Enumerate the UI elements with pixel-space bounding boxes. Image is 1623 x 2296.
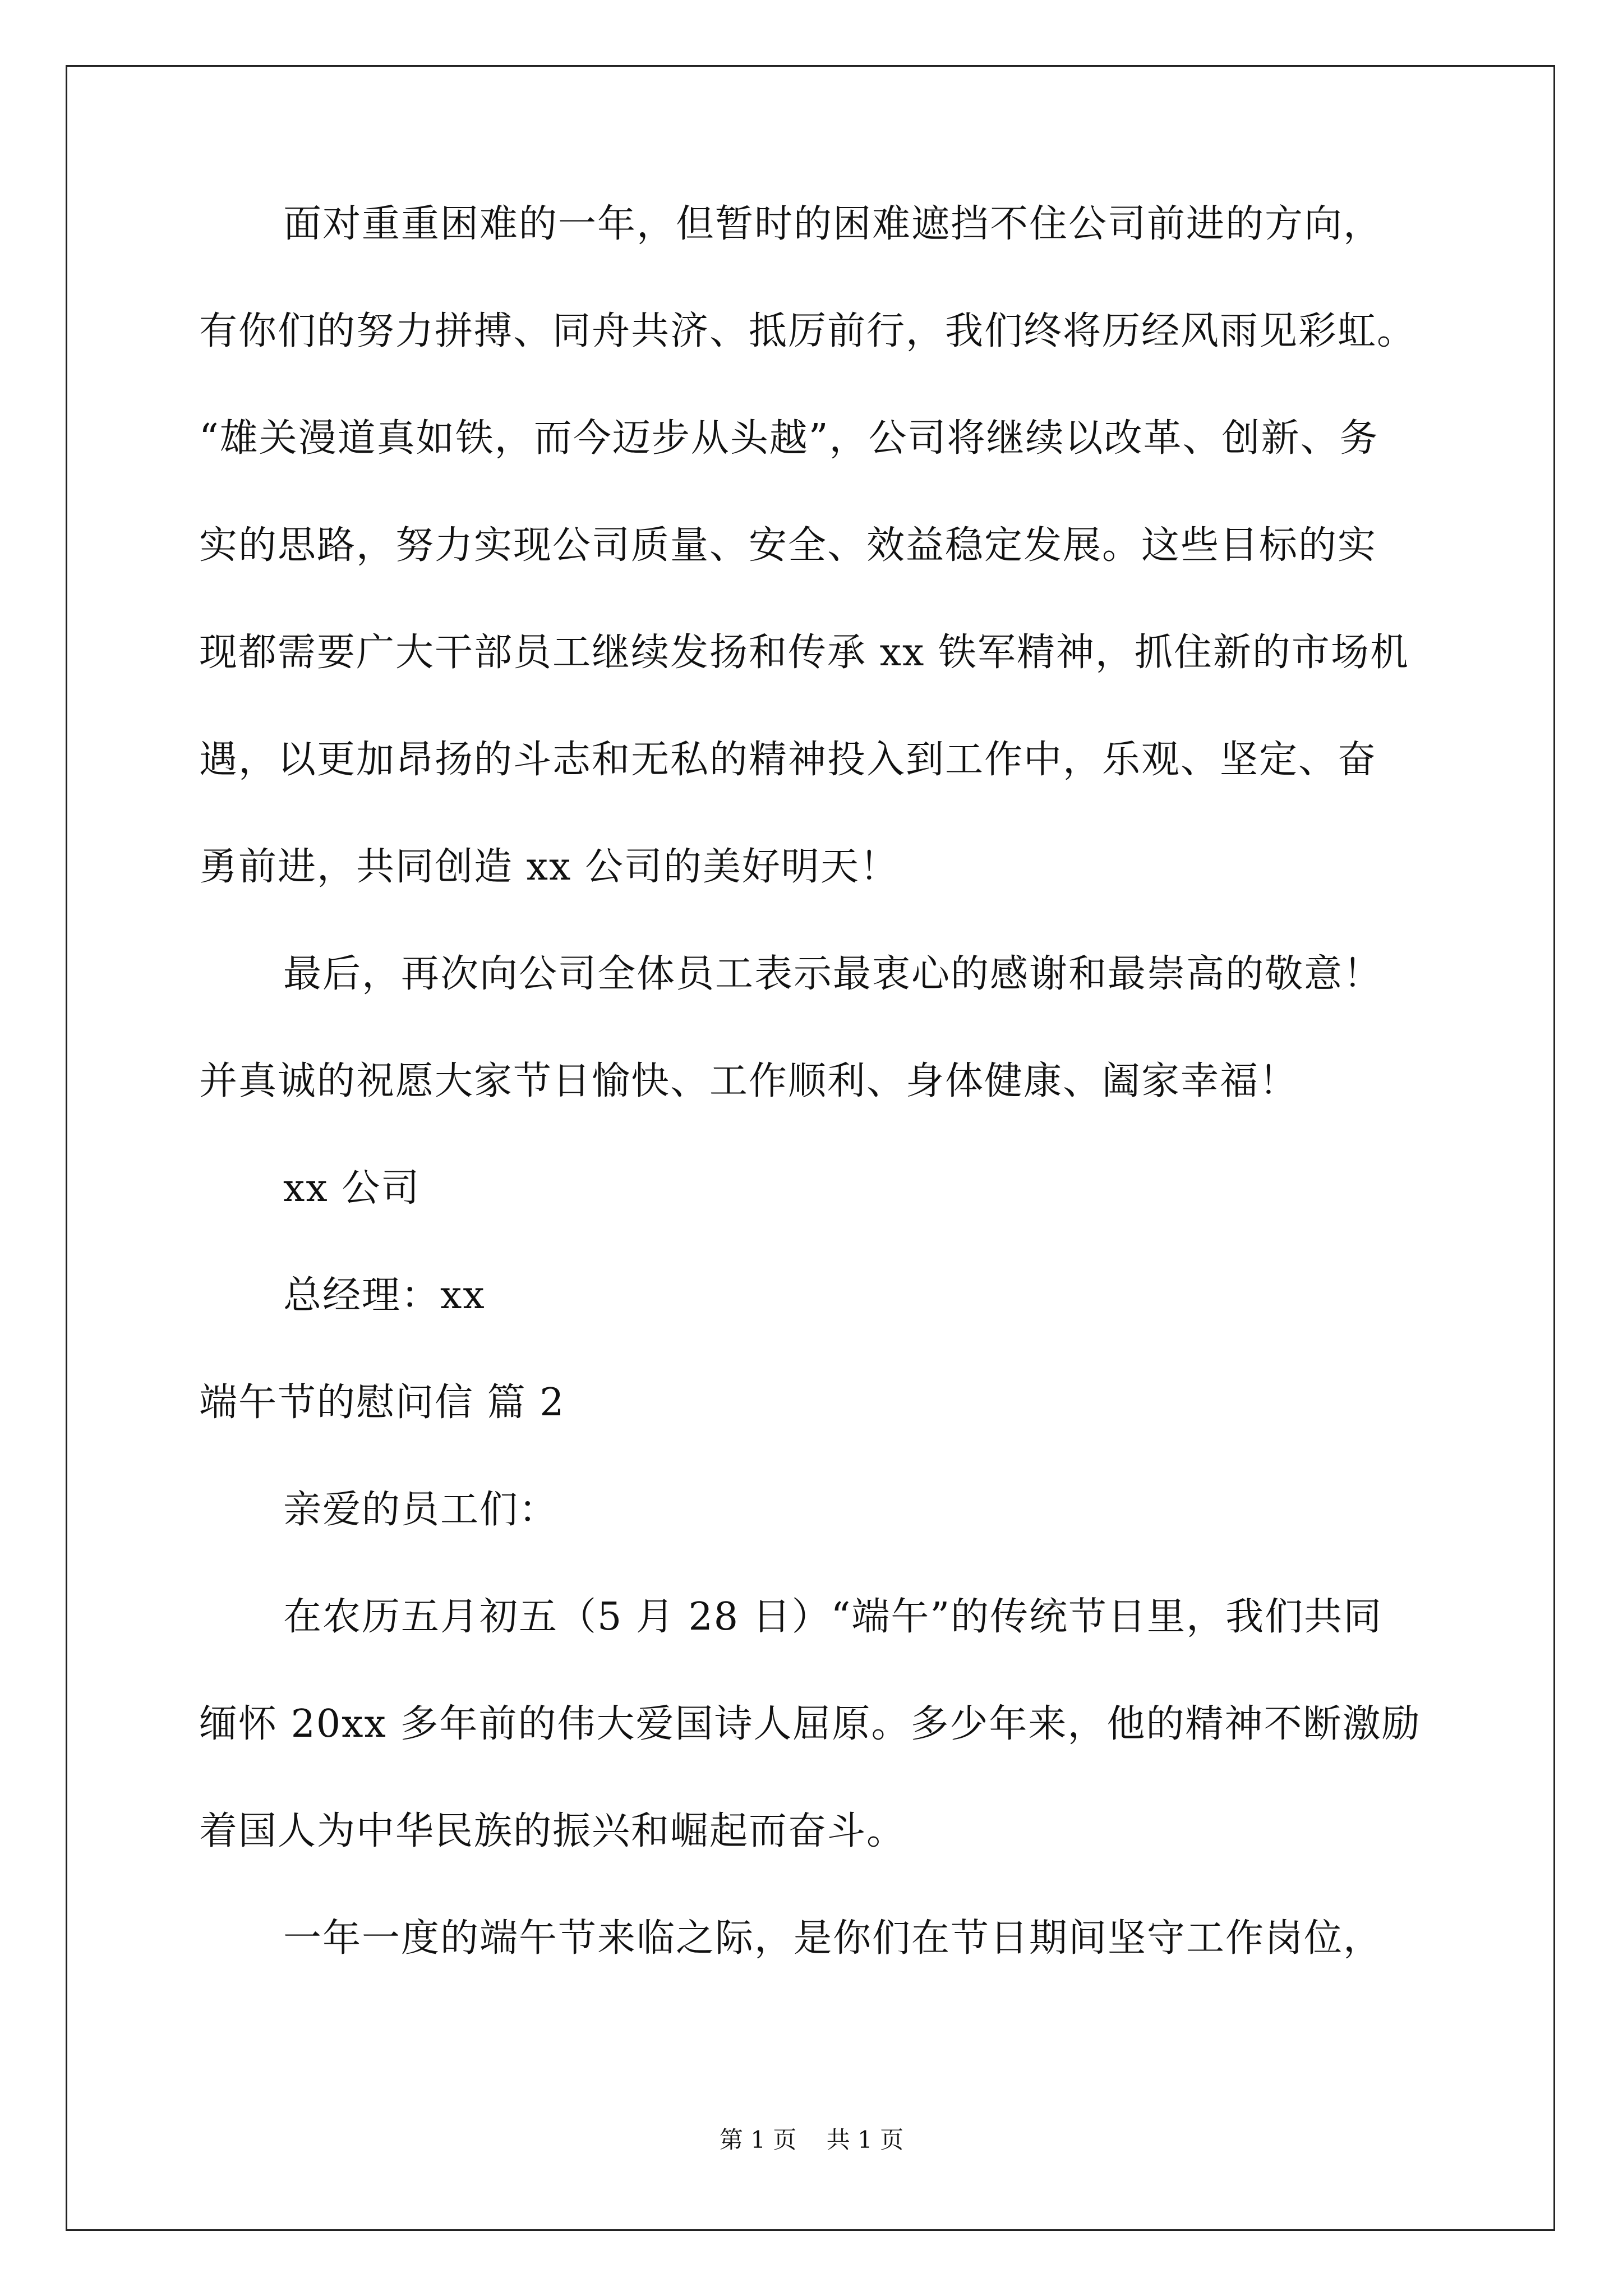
paragraph-line: 遇，以更加昂扬的斗志和无私的精神投入到工作中，乐观、坚定、奋: [199, 738, 1377, 782]
paragraph-line: 缅怀 20xx 多年前的伟大爱国诗人屈原。多少年来，他的精神不断激励: [199, 1702, 1421, 1746]
paragraph-line: 最后，再次向公司全体员工表示最衷心的感谢和最崇高的敬意！: [283, 952, 1383, 996]
paragraph-line: 实的思路，努力实现公司质量、安全、效益稳定发展。这些目标的实: [199, 523, 1377, 568]
paragraph-line: 一年一度的端午节来临之际，是你们在节日期间坚守工作岗位，: [283, 1916, 1383, 1961]
section-heading: 端午节的慰问信 篇 2: [199, 1381, 565, 1425]
signature-company: xx 公司: [283, 1166, 421, 1211]
paragraph-line: 在农历五月初五（5 月 28 日）“端午”的传统节日里，我们共同: [283, 1595, 1383, 1639]
paragraph-line: 现都需要广大干部员工继续发扬和传承 xx 铁军精神，抓住新的市场机: [199, 631, 1409, 675]
salutation: 亲爱的员工们：: [283, 1488, 559, 1532]
paragraph-line: 有你们的努力拼搏、同舟共济、抵厉前行，我们终将历经风雨见彩虹。: [199, 309, 1417, 353]
paragraph-line: “雄关漫道真如铁，而今迈步从头越”，公司将继续以改革、创新、务: [199, 416, 1379, 461]
paragraph-line: 面对重重困难的一年，但暂时的困难遮挡不住公司前进的方向，: [283, 202, 1383, 246]
page-border: [66, 65, 1555, 2231]
signature-manager: 总经理：xx: [283, 1273, 486, 1318]
paragraph-line: 着国人为中华民族的振兴和崛起而奋斗。: [199, 1809, 906, 1853]
paragraph-line: 并真诚的祝愿大家节日愉快、工作顺利、身体健康、阖家幸福！: [199, 1059, 1299, 1103]
paragraph-line: 勇前进，共同创造 xx 公司的美好明天！: [199, 845, 899, 889]
page-footer: 第 1 页 共 1 页: [719, 2126, 904, 2154]
